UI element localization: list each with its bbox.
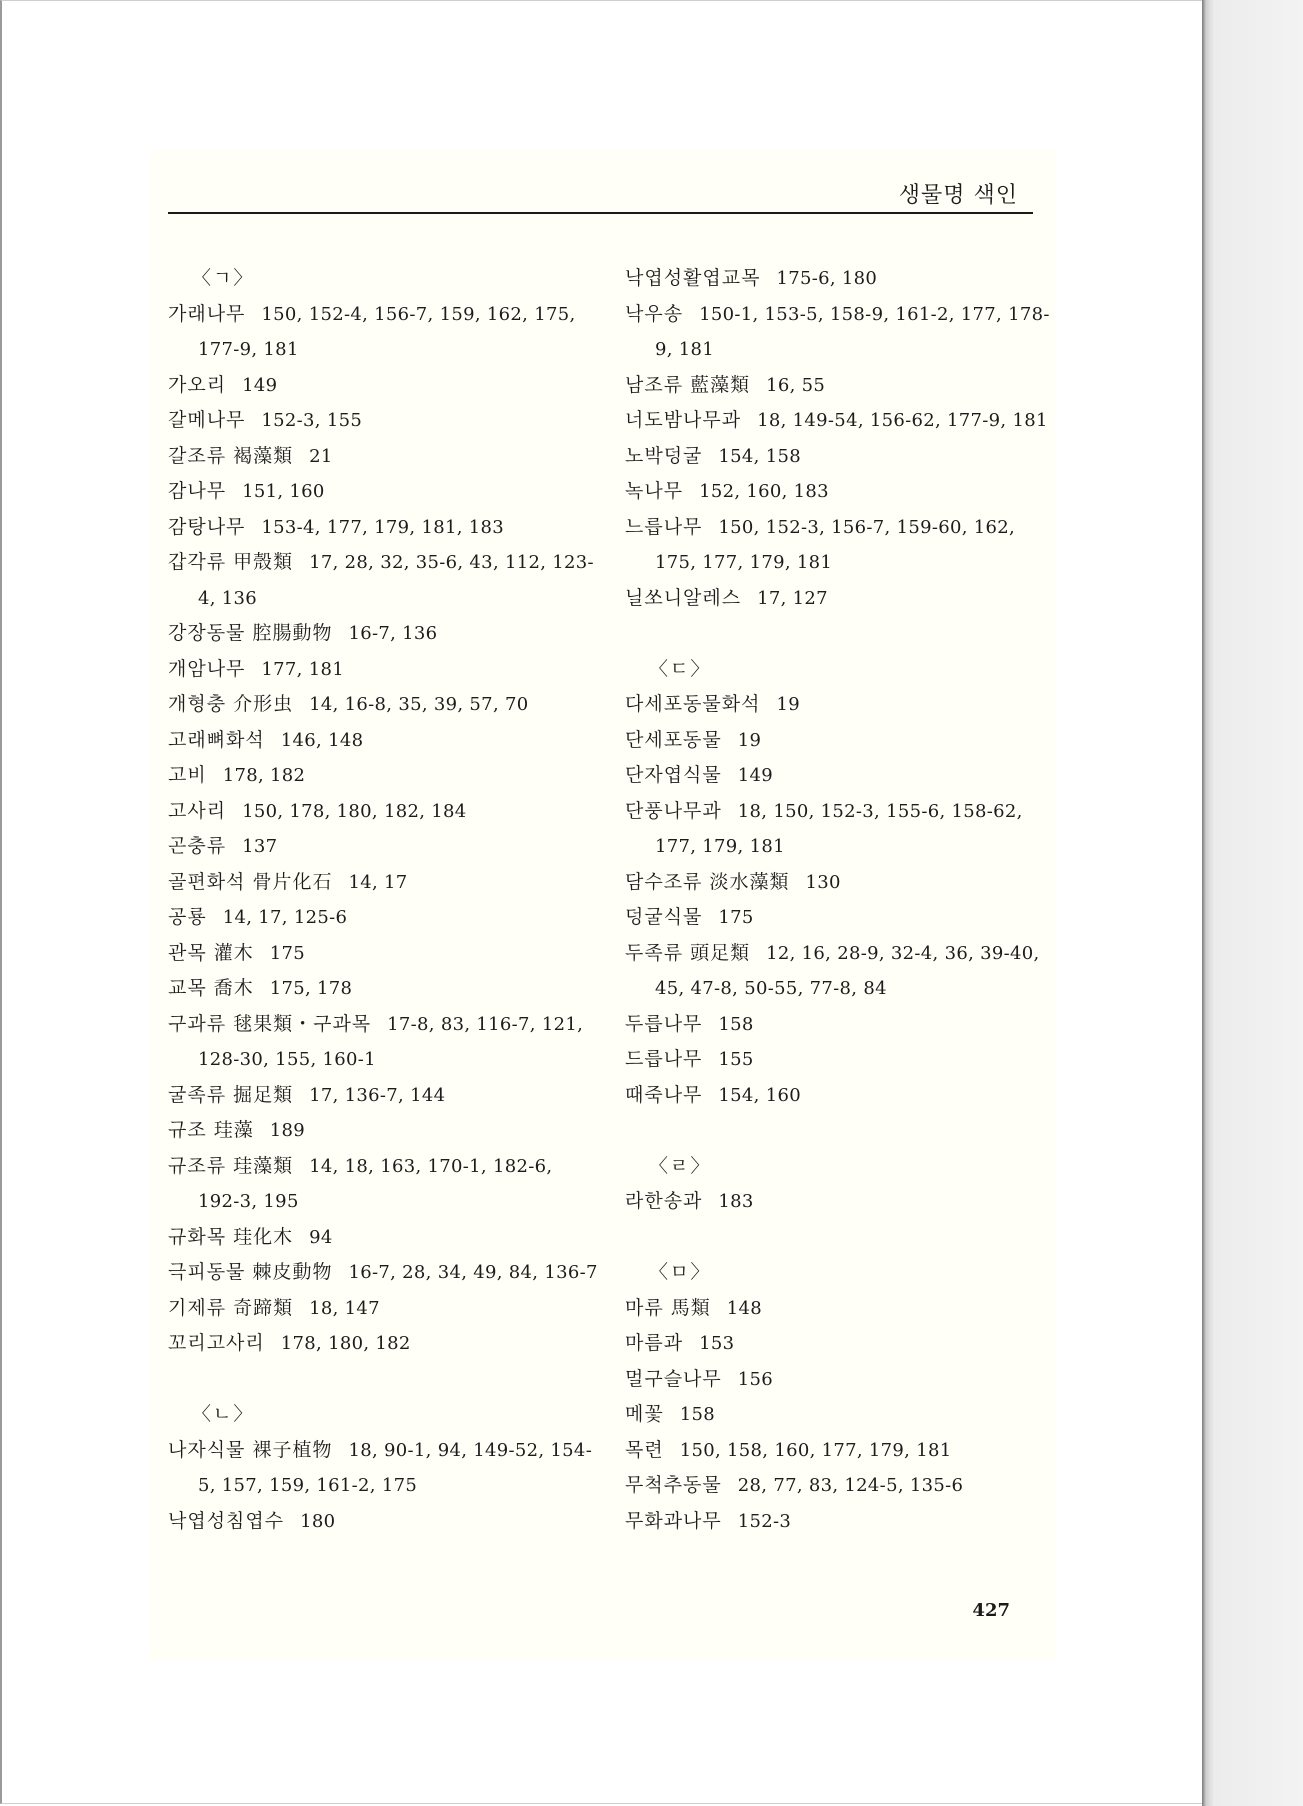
entry-term: 라한송과 <box>625 1190 703 1212</box>
section-heading-nieun: 〈ㄴ〉 <box>192 1403 255 1425</box>
entry-term: 극피동물 棘皮動物 <box>168 1261 333 1283</box>
section-heading-digeut: 〈ㄷ〉 <box>649 657 712 680</box>
index-entry <box>625 1078 1055 1114</box>
index-entry <box>168 865 598 901</box>
index-entry <box>625 403 1055 439</box>
index-entry <box>168 1433 598 1504</box>
entry-pages: 178, 180, 182 <box>280 1333 411 1354</box>
entry-term: 관목 灌木 <box>168 941 254 964</box>
entry-pages: 14, 17, 125-6 <box>222 907 348 928</box>
index-entry <box>625 261 1055 297</box>
entry-term: 단세포동물 <box>625 728 722 751</box>
section-gap <box>168 1362 598 1398</box>
index-entry <box>625 1397 1055 1433</box>
index-entry <box>168 1326 598 1362</box>
entry-term: 꼬리고사리 <box>168 1332 265 1354</box>
entry-pages: 154, 160 <box>718 1084 801 1106</box>
entry-term: 갈메나무 <box>168 409 246 431</box>
entry-pages: 14, 18, 163, 170-1, 182-6, 192-3, 195 <box>198 1155 553 1212</box>
entry-pages: 17, 28, 32, 35-6, 43, 112, 123-4, 136 <box>198 552 594 609</box>
entry-term: 녹나무 <box>625 480 684 502</box>
index-entry <box>625 900 1055 936</box>
entry-term: 닐쏘니알레스 <box>625 586 742 609</box>
entry-pages: 19 <box>776 694 800 715</box>
entry-term: 메꽃 <box>625 1403 664 1425</box>
entry-term: 갑각류 甲殼類 <box>168 551 294 573</box>
entry-term: 기제류 奇蹄類 <box>168 1296 294 1319</box>
entry-pages: 158 <box>679 1404 715 1425</box>
index-entry <box>625 1362 1055 1398</box>
index-entry <box>168 403 598 439</box>
entry-pages: 180 <box>300 1510 336 1532</box>
entry-pages: 137 <box>242 836 278 857</box>
index-entry <box>168 758 598 794</box>
entry-term: 가래나무 <box>168 302 246 325</box>
index-entry <box>168 971 598 1007</box>
index-entry <box>168 1007 598 1078</box>
index-entry <box>625 1291 1055 1327</box>
index-entry <box>168 1255 598 1291</box>
index-entry <box>168 368 598 404</box>
entry-pages: 189 <box>269 1120 306 1141</box>
entry-term: 규조류 珪藻類 <box>168 1154 294 1177</box>
entry-pages: 18, 147 <box>309 1297 380 1319</box>
entry-pages: 158 <box>718 1013 754 1035</box>
entry-term: 낙엽성침엽수 <box>168 1509 285 1532</box>
index-entry <box>625 474 1055 510</box>
entry-pages: 175 <box>269 942 306 964</box>
index-entry <box>168 900 598 936</box>
entry-pages: 21 <box>309 445 333 467</box>
index-entry <box>625 439 1055 475</box>
entry-term: 감탕나무 <box>168 515 246 538</box>
entry-pages: 148 <box>726 1297 763 1319</box>
entry-term: 때죽나무 <box>625 1083 703 1106</box>
entry-pages: 14, 16-8, 35, 39, 57, 70 <box>309 694 529 715</box>
index-entry <box>625 1433 1055 1469</box>
entry-term: 너도밤나무과 <box>625 409 742 431</box>
index-entry <box>168 510 598 546</box>
index-entry <box>625 936 1055 1007</box>
index-entry <box>625 368 1055 404</box>
entry-term: 가오리 <box>168 373 227 396</box>
entry-pages: 151, 160 <box>242 481 325 502</box>
entry-pages: 153 <box>699 1333 735 1354</box>
section-gap <box>625 1113 1055 1149</box>
entry-term: 굴족류 掘足類 <box>168 1083 294 1106</box>
entry-pages: 175-6, 180 <box>776 268 878 289</box>
entry-term: 드릅나무 <box>625 1048 703 1070</box>
entry-pages: 18, 90-1, 94, 149-52, 154-5, 157, 159, 161-2, 175 <box>198 1439 593 1496</box>
entry-pages: 18, 150, 152-3, 155-6, 158-62, 177, 179, 181 <box>655 800 1023 857</box>
index-entry <box>625 794 1055 865</box>
entry-term: 개암나무 <box>168 657 246 680</box>
entry-term: 규조 珪藻 <box>168 1119 254 1141</box>
entry-pages: 150, 178, 180, 182, 184 <box>242 800 467 822</box>
entry-term: 남조류 藍藻類 <box>625 373 751 396</box>
page-number: 427 <box>972 1600 1010 1621</box>
index-entry <box>168 545 598 616</box>
index-entry <box>625 1504 1055 1540</box>
entry-term: 낙우송 <box>625 302 684 325</box>
entry-term: 고사리 <box>168 799 227 822</box>
index-entry <box>168 1113 598 1149</box>
index-entry <box>168 829 598 865</box>
entry-pages: 152, 160, 183 <box>699 481 829 502</box>
entry-term: 곤충류 <box>168 835 227 857</box>
entry-pages: 146, 148 <box>280 729 364 751</box>
index-entry <box>625 581 1055 617</box>
entry-term: 마름과 <box>625 1332 684 1354</box>
entry-term: 고비 <box>168 764 207 786</box>
entry-pages: 12, 16, 28-9, 32-4, 36, 39-40, 45, 47-8, 50-55, 77-8, 84 <box>655 942 1040 999</box>
entry-pages: 152-3 <box>737 1510 792 1532</box>
entry-pages: 150, 158, 160, 177, 179, 181 <box>679 1439 952 1461</box>
entry-pages: 175 <box>718 907 754 928</box>
index-entry <box>625 687 1055 723</box>
entry-pages: 156 <box>737 1368 774 1390</box>
entry-pages: 17, 127 <box>757 587 828 609</box>
entry-pages: 19 <box>737 729 762 751</box>
entry-term: 감나무 <box>168 480 227 502</box>
index-entry <box>168 1149 598 1220</box>
index-entry <box>625 1007 1055 1043</box>
entry-pages: 150, 152-3, 156-7, 159-60, 162, 175, 177, 179, 181 <box>655 516 1016 573</box>
index-entry <box>168 723 598 759</box>
entry-term: 노박덩굴 <box>625 444 703 467</box>
entry-term: 단풍나무과 <box>625 799 722 822</box>
index-entry <box>168 474 598 510</box>
index-entry <box>168 936 598 972</box>
section-heading-rieul: 〈ㄹ〉 <box>649 1154 712 1177</box>
entry-pages: 94 <box>309 1226 333 1248</box>
entry-term: 구과류 毬果類・구과목 <box>168 1012 372 1035</box>
entry-pages: 16-7, 28, 34, 49, 84, 136-7 <box>348 1262 598 1283</box>
entry-term: 강장동물 腔腸動物 <box>168 622 333 644</box>
entry-term: 고래뼈화석 <box>168 728 265 751</box>
entry-term: 목련 <box>625 1438 664 1461</box>
entry-pages: 177, 181 <box>261 658 344 680</box>
index-entry <box>168 1504 598 1540</box>
index-entry <box>625 1326 1055 1362</box>
entry-term: 개형충 介形虫 <box>168 693 294 715</box>
entry-term: 갈조류 褐藻類 <box>168 444 294 467</box>
entry-pages: 18, 149-54, 156-62, 177-9, 181 <box>757 410 1048 431</box>
entry-term: 무화과나무 <box>625 1509 722 1532</box>
section-heading-mieum: 〈ㅁ〉 <box>649 1261 712 1283</box>
running-head: 생물명 색인 <box>898 183 1018 208</box>
entry-term: 마류 馬類 <box>625 1296 711 1319</box>
entry-term: 멀구슬나무 <box>625 1367 722 1390</box>
index-entry <box>625 297 1055 368</box>
index-column-right <box>625 261 1055 1539</box>
entry-pages: 17-8, 83, 116-7, 121, 128-30, 155, 160-1 <box>198 1013 584 1070</box>
entry-pages: 150-1, 153-5, 158-9, 161-2, 177, 178-9, 181 <box>655 303 1050 360</box>
index-entry <box>168 1078 598 1114</box>
entry-pages: 183 <box>718 1191 754 1212</box>
entry-pages: 130 <box>805 871 841 893</box>
entry-pages: 16, 55 <box>766 374 826 396</box>
index-entry <box>168 1291 598 1327</box>
entry-term: 낙엽성활엽교목 <box>625 267 761 289</box>
index-entry <box>625 1184 1055 1220</box>
viewer-background <box>1202 0 1303 1806</box>
entry-term: 나자식물 裸子植物 <box>168 1438 333 1461</box>
index-entry <box>625 758 1055 794</box>
entry-pages: 153-4, 177, 179, 181, 183 <box>261 516 505 538</box>
entry-term: 규화목 珪化木 <box>168 1225 294 1248</box>
entry-pages: 28, 77, 83, 124-5, 135-6 <box>737 1475 964 1496</box>
entry-term: 두릅나무 <box>625 1012 703 1035</box>
index-column-left <box>168 261 598 1539</box>
entry-term: 무척추동물 <box>625 1474 722 1496</box>
section-gap <box>625 1220 1055 1256</box>
entry-term: 단자엽식물 <box>625 764 722 786</box>
entry-pages: 150, 152-4, 156-7, 159, 162, 175, 177-9, 181 <box>198 303 576 360</box>
entry-pages: 152-3, 155 <box>261 410 363 431</box>
entry-pages: 149 <box>242 374 278 396</box>
index-entry <box>168 439 598 475</box>
entry-term: 덩굴식물 <box>625 906 703 928</box>
entry-pages: 149 <box>737 765 774 786</box>
entry-pages: 155 <box>718 1049 754 1070</box>
index-entry <box>168 1220 598 1256</box>
header-rule <box>168 212 1033 214</box>
entry-term: 교목 喬木 <box>168 977 254 999</box>
entry-term: 담수조류 淡水藻類 <box>625 870 790 893</box>
entry-pages: 175, 178 <box>269 978 353 999</box>
entry-term: 골편화석 骨片化石 <box>168 870 333 893</box>
entry-pages: 178, 182 <box>222 765 306 786</box>
entry-pages: 16-7, 136 <box>348 623 438 644</box>
index-entry <box>168 652 598 688</box>
entry-term: 공룡 <box>168 906 207 928</box>
entry-term: 느릅나무 <box>625 515 703 538</box>
index-entry <box>625 723 1055 759</box>
index-entry <box>625 510 1055 581</box>
index-entry <box>168 297 598 368</box>
index-entry <box>625 1468 1055 1504</box>
entry-pages: 154, 158 <box>718 445 801 467</box>
index-entry <box>168 616 598 652</box>
entry-term: 다세포동물화석 <box>625 693 761 715</box>
index-entry <box>168 687 598 723</box>
index-entry <box>168 794 598 830</box>
entry-term: 두족류 頭足類 <box>625 941 751 964</box>
entry-pages: 14, 17 <box>348 871 408 893</box>
index-entry <box>625 865 1055 901</box>
section-gap <box>625 616 1055 652</box>
entry-pages: 17, 136-7, 144 <box>309 1084 446 1106</box>
index-entry <box>625 1042 1055 1078</box>
section-heading-giyeok: 〈ㄱ〉 <box>192 267 255 289</box>
